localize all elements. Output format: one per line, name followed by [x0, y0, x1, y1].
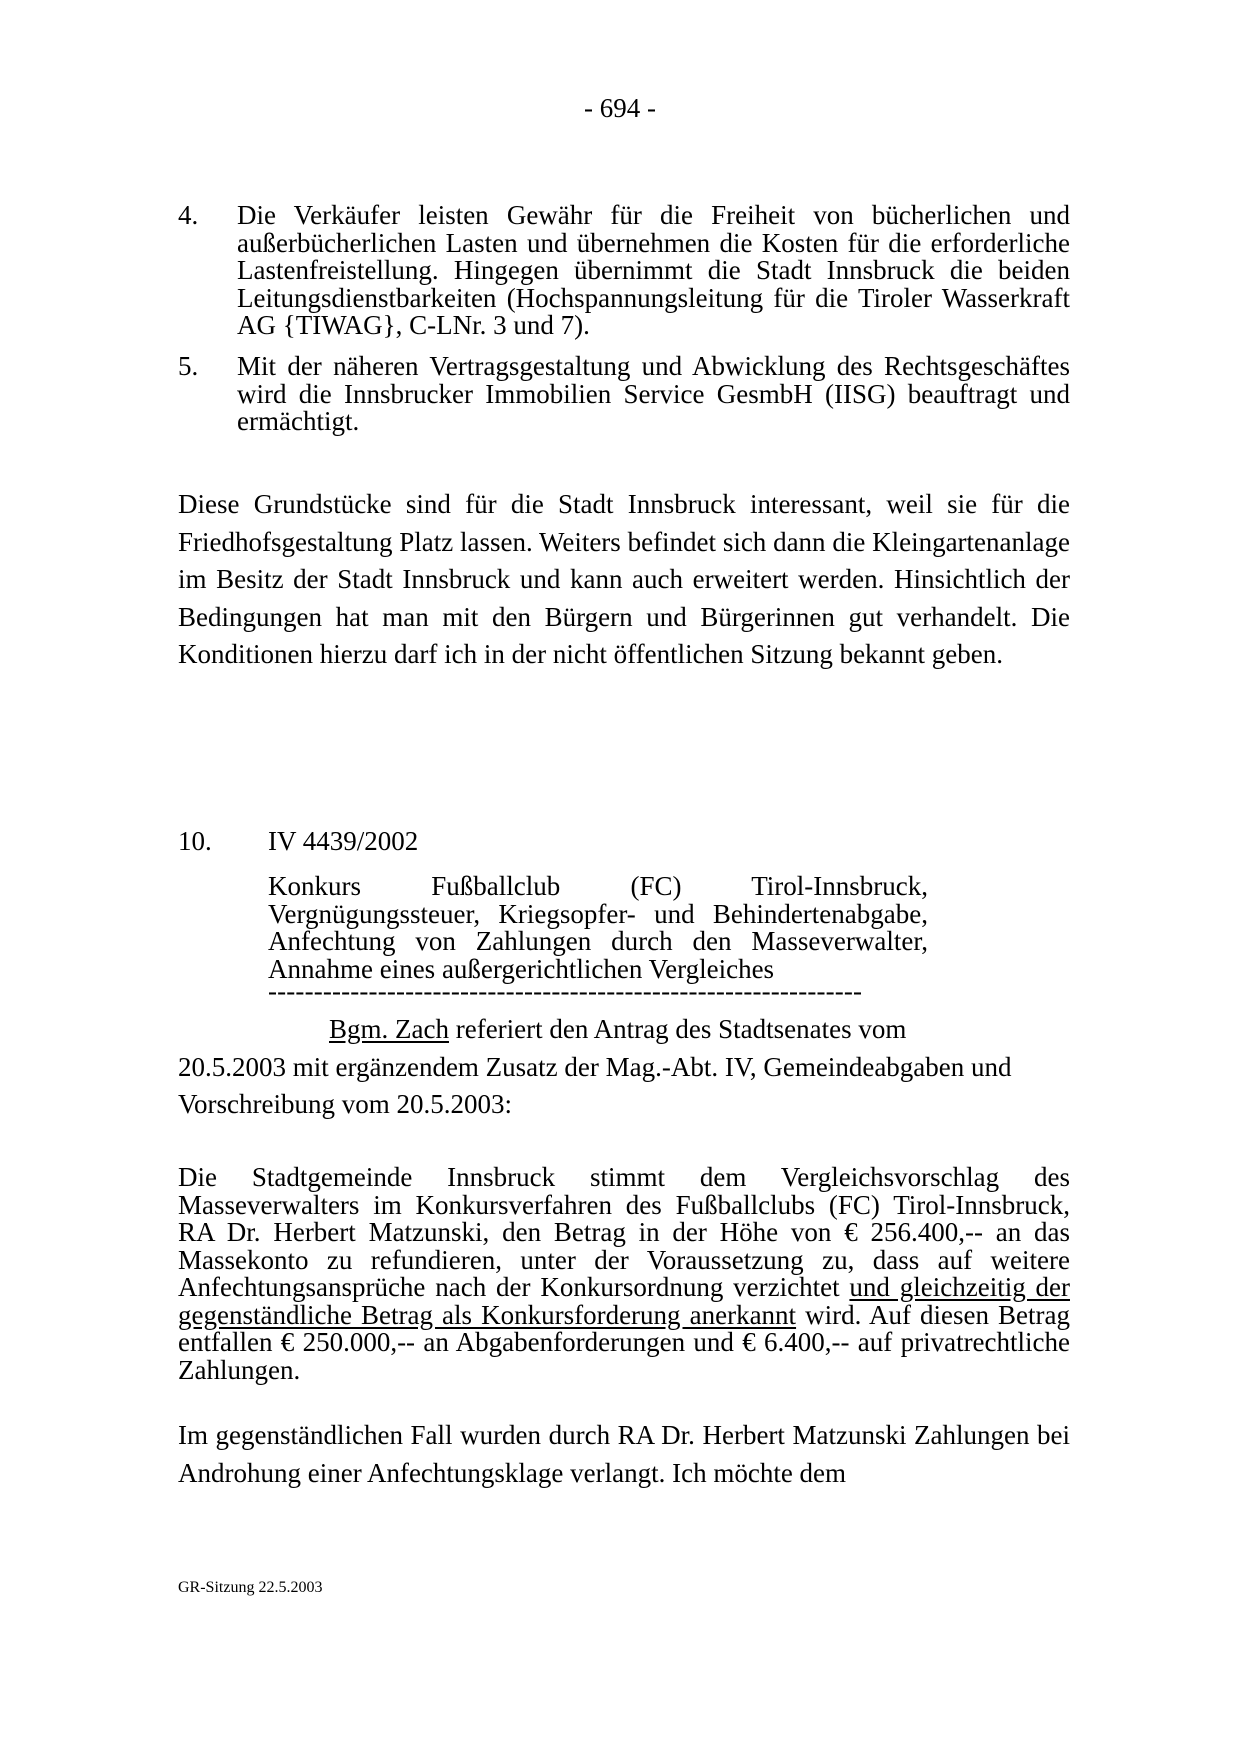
report-intro	[178, 1011, 1070, 1124]
speaker-name: Bgm. Zach	[329, 1014, 449, 1044]
agenda-item-title: Konkurs Fußballclub (FC) Tirol-Innsbruck, Vergnügungssteuer, Kriegsopfer- und Behindertenabgabe, Anfechtung von Zahlungen durch den Masseverwalter, Annahme eines außergerichtlichen Vergleiches	[268, 871, 928, 984]
list-item-text: Die Verkäufer leisten Gewähr für die Freiheit von bücherlichen und außerbücherlichen Lasten und übernehmen die Kosten für die erforderliche Lastenfreistellung. Hingegen übernimmt die Stadt Innsbruck die beiden Leitungsdienstbarkeiten (Hochspannungsleitung für die Tiroler Wasserkraft AG {TIWAG}, C-LNr. 3 und 7).	[237, 200, 1070, 340]
paragraph-grundstuecke: Diese Grundstücke sind für die Stadt Innsbruck interessant, weil sie für die Friedhofsgestaltung Platz lassen. Weiters befindet sich dann die Kleingartenanlage im Besitz der Stadt Innsbruck und kann auch erweitert werden. Hinsichtlich der Bedingungen hat man mit den Bürgern und Bürgerinnen gut verhandelt. Die Konditionen hierzu darf ich in der nicht öffentlichen Sitzung bekannt geben.	[178, 489, 1070, 670]
report-intro-line: referiert den Antrag des Stadtsenates vom	[448, 1014, 907, 1044]
report-intro-rest: 20.5.2003 mit ergänzendem Zusatz der Mag.-Abt. IV, Gemeindeabgaben und Vorschreibung vom 20.5.2003:	[178, 1051, 1012, 1120]
motion-text-part-1: Die Stadtgemeinde Innsbruck stimmt dem Vergleichsvorschlag des Masseverwalters im Konkursverfahren des Fußballclubs (FC) Tirol-Innsbruck, RA Dr. Herbert Matzunski, den Betrag in der Höhe von € 256.400,-- an das Massekonto zu refundieren, unter der Voraussetzung zu, dass auf weitere Anfechtungsansprüche nach der Konkursordnung verzichtet	[178, 1162, 1070, 1302]
separator-line: -----------------------------------------------------------------	[268, 976, 863, 1006]
motion-underlined-text: und gleichzeitig der gegenständliche Betrag als Konkursforderung anerkannt	[178, 1272, 1070, 1330]
motion-text	[178, 1164, 1070, 1384]
page-number: - 694 -	[584, 93, 656, 123]
motion-text-part-2: wird. Auf diesen Betrag entfallen € 250.000,-- an Abgabenforderungen und € 6.400,-- auf privatrechtliche Zahlungen.	[178, 1299, 1071, 1385]
list-item-number: 5.	[178, 351, 199, 381]
list-item-text: Mit der näheren Vertragsgestaltung und Abwicklung des Rechtsgeschäftes wird die Innsbrucker Immobilien Service GesmbH (IISG) beauftragt und ermächtigt.	[237, 351, 1070, 436]
agenda-item-reference: IV 4439/2002	[268, 826, 419, 856]
footer-session-date: GR-Sitzung 22.5.2003	[178, 1579, 323, 1596]
agenda-item-number: 10.	[178, 826, 212, 856]
list-item-number: 4.	[178, 200, 199, 230]
paragraph-anfechtung: Im gegenständlichen Fall wurden durch RA Dr. Herbert Matzunski Zahlungen bei Androhung einer Anfechtungsklage verlangt. Ich möchte dem	[178, 1420, 1070, 1488]
